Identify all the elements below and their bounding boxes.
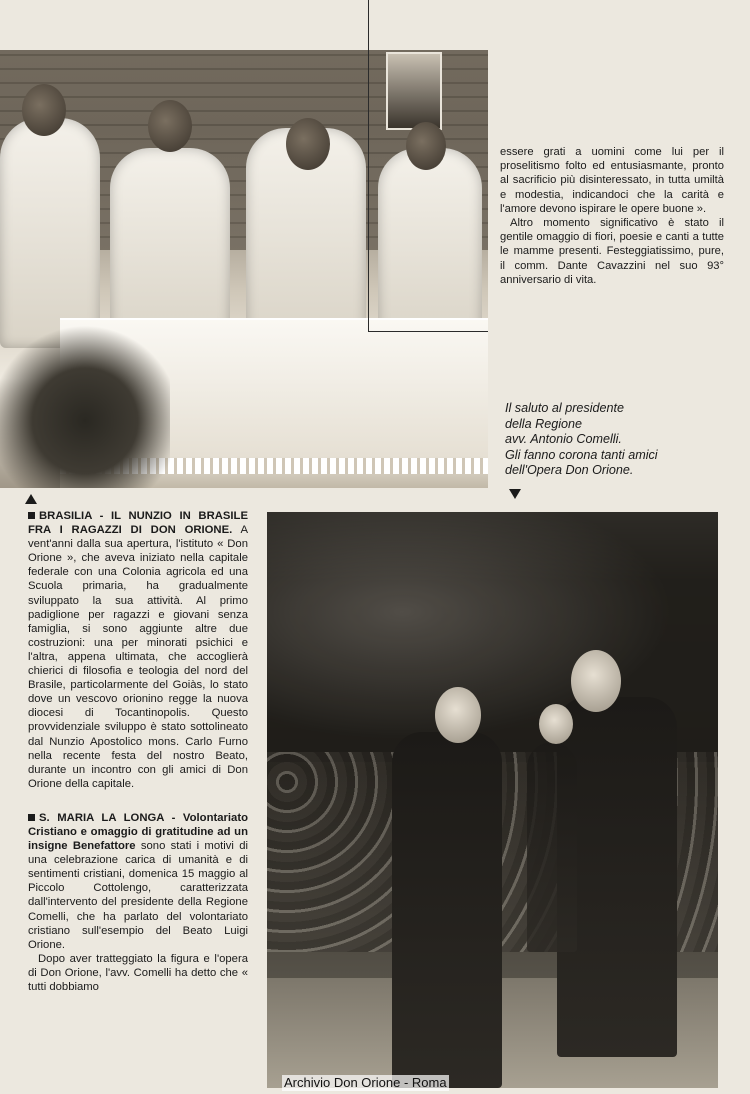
- bishop-head: [286, 118, 330, 170]
- paragraph: essere grati a uomini come lui per il proselitismo folto ed entusiasmante, pronto al sacrificio più disinteressato, in tutta umiltà e modestia, indicandoci che la carità e l'amore devono ispirare le opere buone ».: [500, 146, 724, 215]
- photo-mass-celebration: [0, 50, 488, 488]
- article-brasilia: [28, 509, 248, 791]
- priest-head: [148, 100, 192, 152]
- arrow-up-icon: [25, 494, 37, 504]
- bullet-icon: [28, 814, 35, 821]
- priest-figure: [0, 118, 100, 348]
- portrait-frame: [386, 52, 442, 130]
- priest-face: [435, 687, 481, 743]
- caption-line: dell'Opera Don Orione.: [505, 463, 634, 478]
- priest-head: [22, 84, 66, 136]
- priest-head: [406, 122, 446, 170]
- caption-line: della Regione: [505, 416, 583, 431]
- divider-line: [368, 0, 369, 332]
- article-headline: BRASILIA - IL NUNZIO IN BRASILE FRA I RAGAZZI DI DON ORIONE.: [28, 510, 248, 537]
- article-santa-maria: [28, 811, 248, 994]
- caption-line: avv. Antonio Comelli.: [505, 432, 622, 447]
- article-body: A vent'anni dalla sua apertura, l'istituto « Don Orione », che aveva iniziato nella capitale federale con una Colonia agricola ed una Scuola primaria, ha gradualmente sviluppato la sua attività. Al primo padiglione per ragazzi e giovani senza famiglia, si sono aggiunte altre due costruzioni: una per minorati psichici e l'altra, appena ultimata, che accoglierà chierici di filosofia e teologia del nord del Brasile, particolarmente del Goiàs, lo stato dove un vescovo orionino regge la nuova diocesi di Tocantinopolis. Questo provvidenziale sviluppo è stato sottolineato dal Nunzio Apostolico mons. Carlo Furno nella recente festa del nostro Beato, durante un incontro con gli amici di Don Orione della capitale.: [28, 524, 249, 790]
- plant: [0, 320, 170, 488]
- article-headline: S. MARIA LA LONGA - Volontariato Cristiano e omaggio di gratitudine ad un insigne Benefattore: [28, 811, 248, 853]
- arrow-down-icon: [509, 489, 521, 499]
- bullet-icon: [28, 512, 35, 519]
- bystander-face: [539, 704, 573, 744]
- bystander-figure: [527, 742, 577, 952]
- article-body: sono stati i motivi di una celebrazione carica di umanità e di sentimenti cristiani, domenica 15 maggio al Piccolo Cottolengo, caratterizzata dall'intervento del presidente della Regione Comelli, che ha parlato del volontariato cristiano sull'esempio del Beato Luigi Orione.: [28, 840, 248, 951]
- president-face: [571, 650, 621, 712]
- archive-credit: Archivio Don Orione - Roma: [284, 1075, 447, 1090]
- photo-greeting: [267, 512, 718, 1088]
- photo-caption: [505, 401, 727, 479]
- priest-figure: [392, 732, 502, 1088]
- article-body: Dopo aver tratteggiato la figura e l'opera di Don Orione, l'avv. Comelli ha detto che « tutti dobbiamo: [28, 952, 248, 993]
- caption-line: Gli fanno corona tanti amici: [505, 447, 658, 462]
- paragraph: Altro momento significativo è stato il gentile omaggio di fiori, poesie e canti a tutte le mamme presenti. Festeggiatissimo, pure, il comm. Dante Cavazzini nel suo 93° anniversario di vita.: [500, 217, 724, 286]
- right-column-text: [500, 145, 724, 287]
- left-column: [28, 509, 248, 1014]
- caption-line: Il saluto al presidente: [505, 401, 625, 415]
- divider-line: [368, 331, 488, 332]
